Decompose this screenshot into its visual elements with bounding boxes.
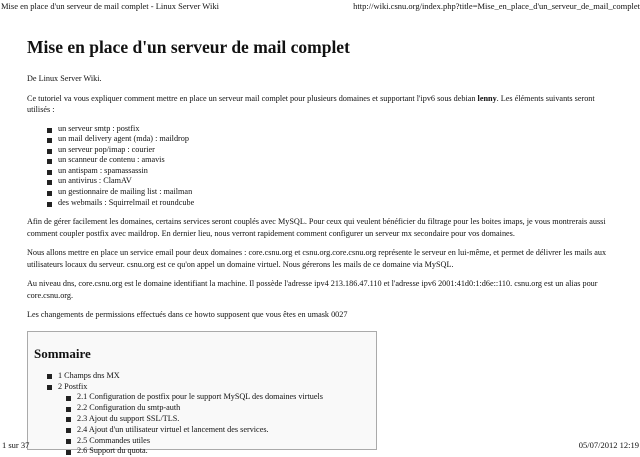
- table-of-contents: [27, 331, 377, 456]
- list-item: un antispam : spamassassin: [47, 166, 615, 177]
- toc-subitem[interactable]: 2.3 Ajout du support SSL/TLS.: [66, 414, 376, 425]
- header-url: http://wiki.csnu.org/index.php?title=Mise_en_place_d'un_serveur_de_mail_complet: [353, 1, 640, 11]
- print-footer: [0, 439, 640, 451]
- intro-paragraph: [27, 93, 615, 116]
- intro-text-after: . Les éléments suivants seront utilisés :: [27, 93, 595, 114]
- toc-item-champs-dns-mx[interactable]: 1 Champs dns MX: [47, 371, 376, 382]
- toc-subitem[interactable]: 2.2 Configuration du smtp-auth: [66, 403, 376, 414]
- toc-title: Sommaire: [34, 345, 91, 361]
- intro-text-before: Ce tutoriel va vous expliquer comment mettre en place un serveur mail complet pour plusieurs domaines et supportant l'ipv6 sous debian: [27, 93, 478, 103]
- header-page-title: Mise en place d'un serveur de mail complet - Linux Server Wiki: [1, 1, 219, 11]
- list-item: un serveur pop/imap : courier: [47, 145, 615, 156]
- site-subtitle: De Linux Server Wiki.: [27, 74, 102, 83]
- tools-list: [27, 124, 615, 209]
- toc-subitem[interactable]: 2.6 Support du quota.: [66, 446, 376, 457]
- article: [27, 36, 615, 456]
- toc-subitem[interactable]: 2.5 Commandes utiles: [66, 436, 376, 447]
- list-item: un serveur smtp : postfix: [47, 124, 615, 135]
- paragraph-dns: Au niveau dns, core.csnu.org est le domaine identifiant la machine. Il possède l'adresse ipv4 213.186.47.110 et l'adresse ipv6 2001:41d0:1:d6e::110. csnu.org est un alias pour core.csnu.org.: [27, 279, 598, 300]
- list-item: des webmails : Squirrelmail et roundcube: [47, 198, 615, 209]
- toc-subitem[interactable]: 2.1 Configuration de postfix pour le support MySQL des domaines virtuels: [66, 392, 376, 403]
- list-item: un antivirus : ClamAV: [47, 176, 615, 187]
- list-item: un gestionnaire de mailing list : mailman: [47, 187, 615, 198]
- toc-item-label[interactable]: 2 Postfix: [58, 381, 88, 391]
- paragraph-umask: Les changements de permissions effectués dans ce howto supposent que vous êtes en umask 0027: [27, 310, 348, 320]
- print-date: 05/07/2012 12:19: [578, 440, 639, 450]
- intro-bold-lenny: lenny: [477, 93, 497, 103]
- toc-subitem[interactable]: 2.4 Ajout d'un utilisateur virtuel et lancement des services.: [66, 425, 376, 436]
- list-item: un scanneur de contenu : amavis: [47, 155, 615, 166]
- page-number: 1 sur 37: [2, 440, 30, 450]
- paragraph-domains: Nous allons mettre en place un service email pour deux domaines : core.csnu.org et csnu.org.core.csnu.org représente le serveur en lui-même, et permet de délivrer les mails aux utilisateurs locaux du serveur. csnu.org est ce qu'on appel un domaine virtuel. Nous gérerons les mails de ce domaine via MySQL.: [27, 248, 607, 269]
- paragraph-mysql: Afin de gérer facilement les domaines, certains services seront couplés avec MySQL. Pour ceux qui veulent bénéficier du filtrage pour les boites imaps, je vous montrerais aussi comment coupler postfix avec maildrop. En dernier lieu, nous verront rapidement comment configurer un serveur mx secondaire pour vos domaines.: [27, 217, 606, 238]
- page-title: Mise en place d'un serveur de mail complet: [27, 37, 350, 57]
- print-header: [0, 0, 640, 12]
- list-item: un mail delivery agent (mda) : maildrop: [47, 134, 615, 145]
